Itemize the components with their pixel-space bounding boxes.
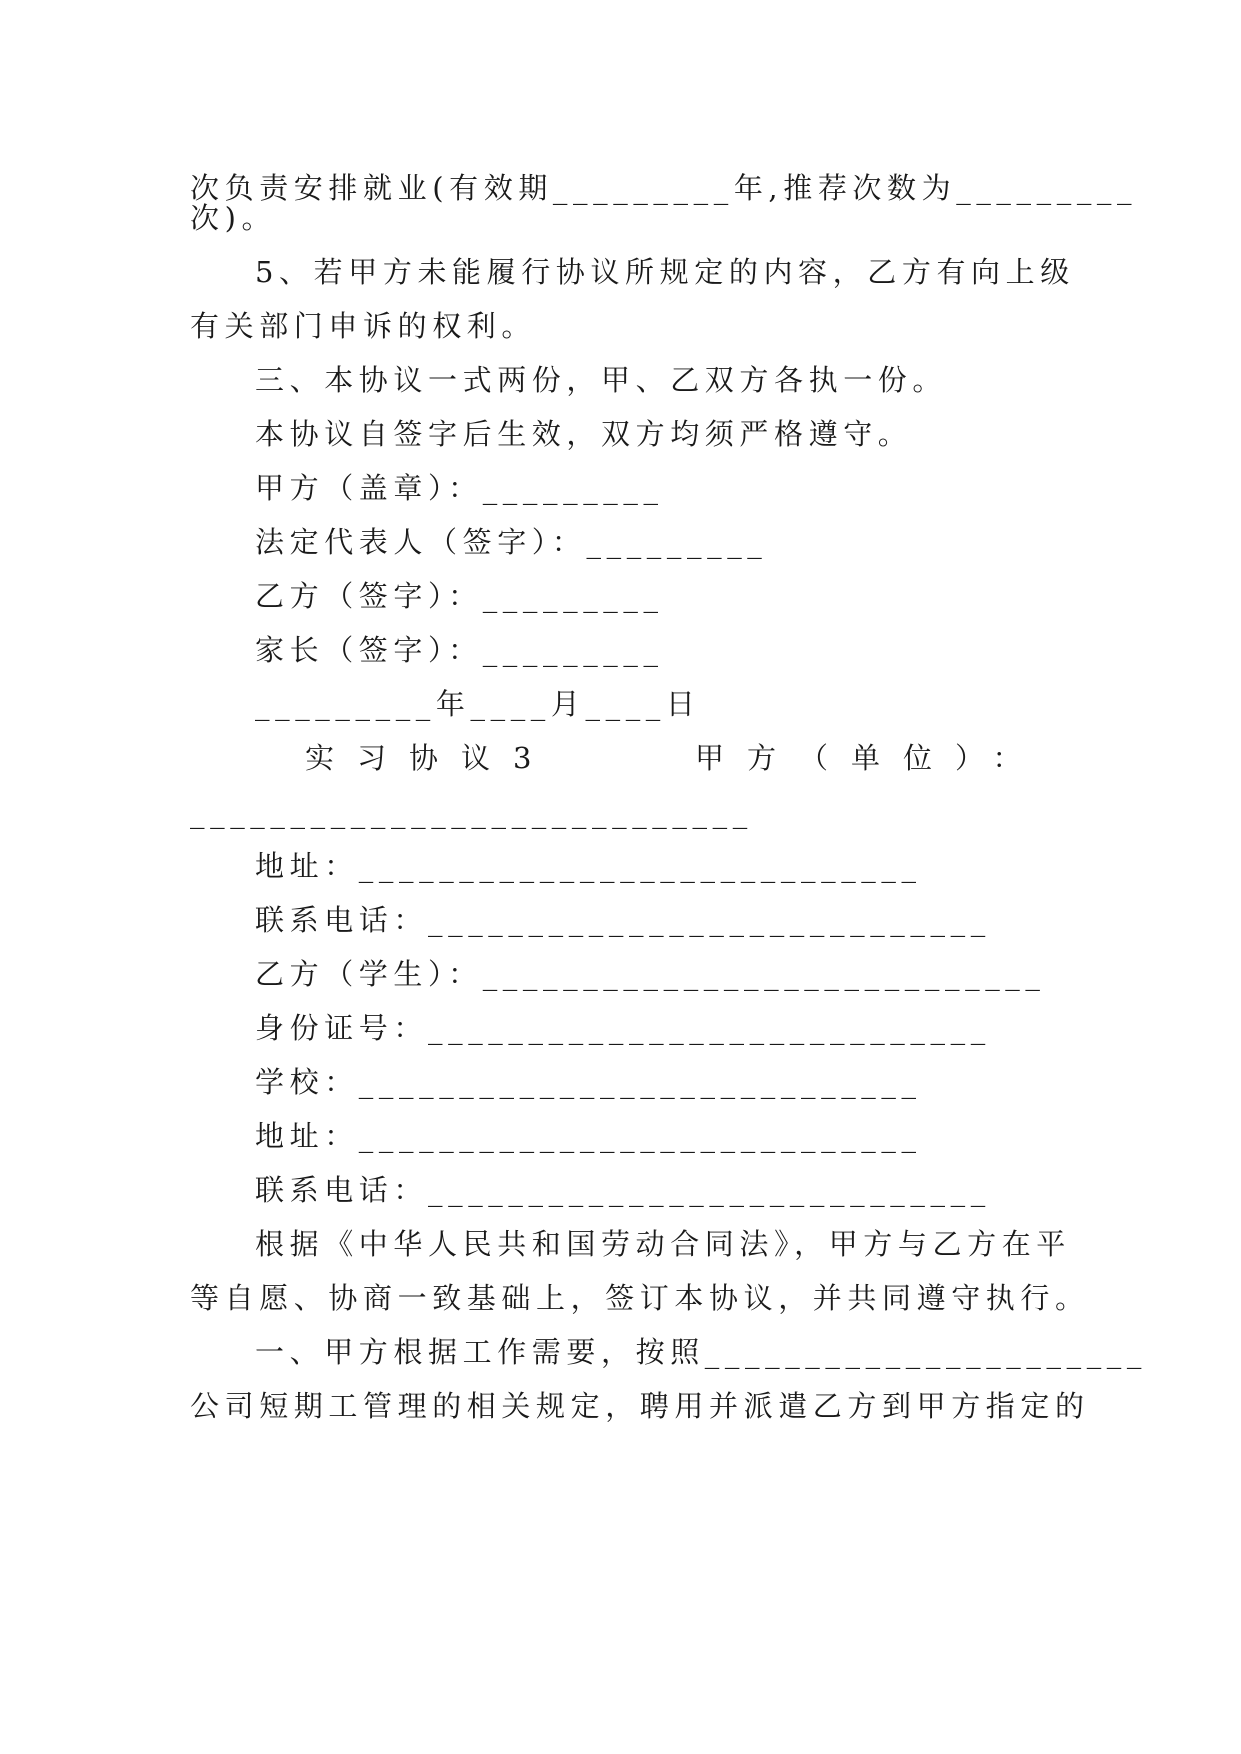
text-line: 次)。 [190,201,277,235]
form-field-line: 联系电话：____________________________ [255,1173,991,1207]
text-line: 公司短期工管理的相关规定，聘用并派遣乙方到甲方指定的 [190,1389,1090,1423]
party-a-label: 甲方（单位）： [695,741,1045,775]
text-line: 三、本协议一式两份，甲、乙双方各执一份。 [255,363,948,397]
text-line: 一、甲方根据工作需要，按照______________________ [255,1335,1148,1369]
signature-line: 乙方（签字）：_________ [255,579,664,613]
form-field-line: 学校：____________________________ [255,1065,922,1099]
blank-line: ____________________________ [190,795,753,829]
form-field-line: 乙方（学生）：____________________________ [255,957,1046,991]
text-line: 等自愿、协商一致基础上，签订本协议，并共同遵守执行。 [190,1281,1090,1315]
agreement-title: 实习协议3 [305,741,555,775]
form-field-line: 联系电话：____________________________ [255,903,991,937]
text-line: 次负责安排就业(有效期_________年,推荐次数为_________ [190,171,1138,205]
signature-line: 法定代表人（签字）：_________ [255,525,768,559]
text-line: 本协议自签字后生效，双方均须严格遵守。 [255,417,913,451]
form-field-line: 地址：____________________________ [255,1119,922,1153]
text-line: 根据《中华人民共和国劳动合同法》，甲方与乙方在平 [255,1227,1071,1261]
date-line: _________年____月____日 [255,687,701,721]
signature-line: 家长（签字）：_________ [255,633,664,667]
form-field-line: 身份证号：____________________________ [255,1011,991,1045]
text-line: 有关部门申诉的权利。 [190,309,537,343]
signature-line: 甲方（盖章）：_________ [255,471,664,505]
text-line: 5、若甲方未能履行协议所规定的内容，乙方有向上级 [255,255,1075,289]
form-field-line: 地址：____________________________ [255,849,922,883]
